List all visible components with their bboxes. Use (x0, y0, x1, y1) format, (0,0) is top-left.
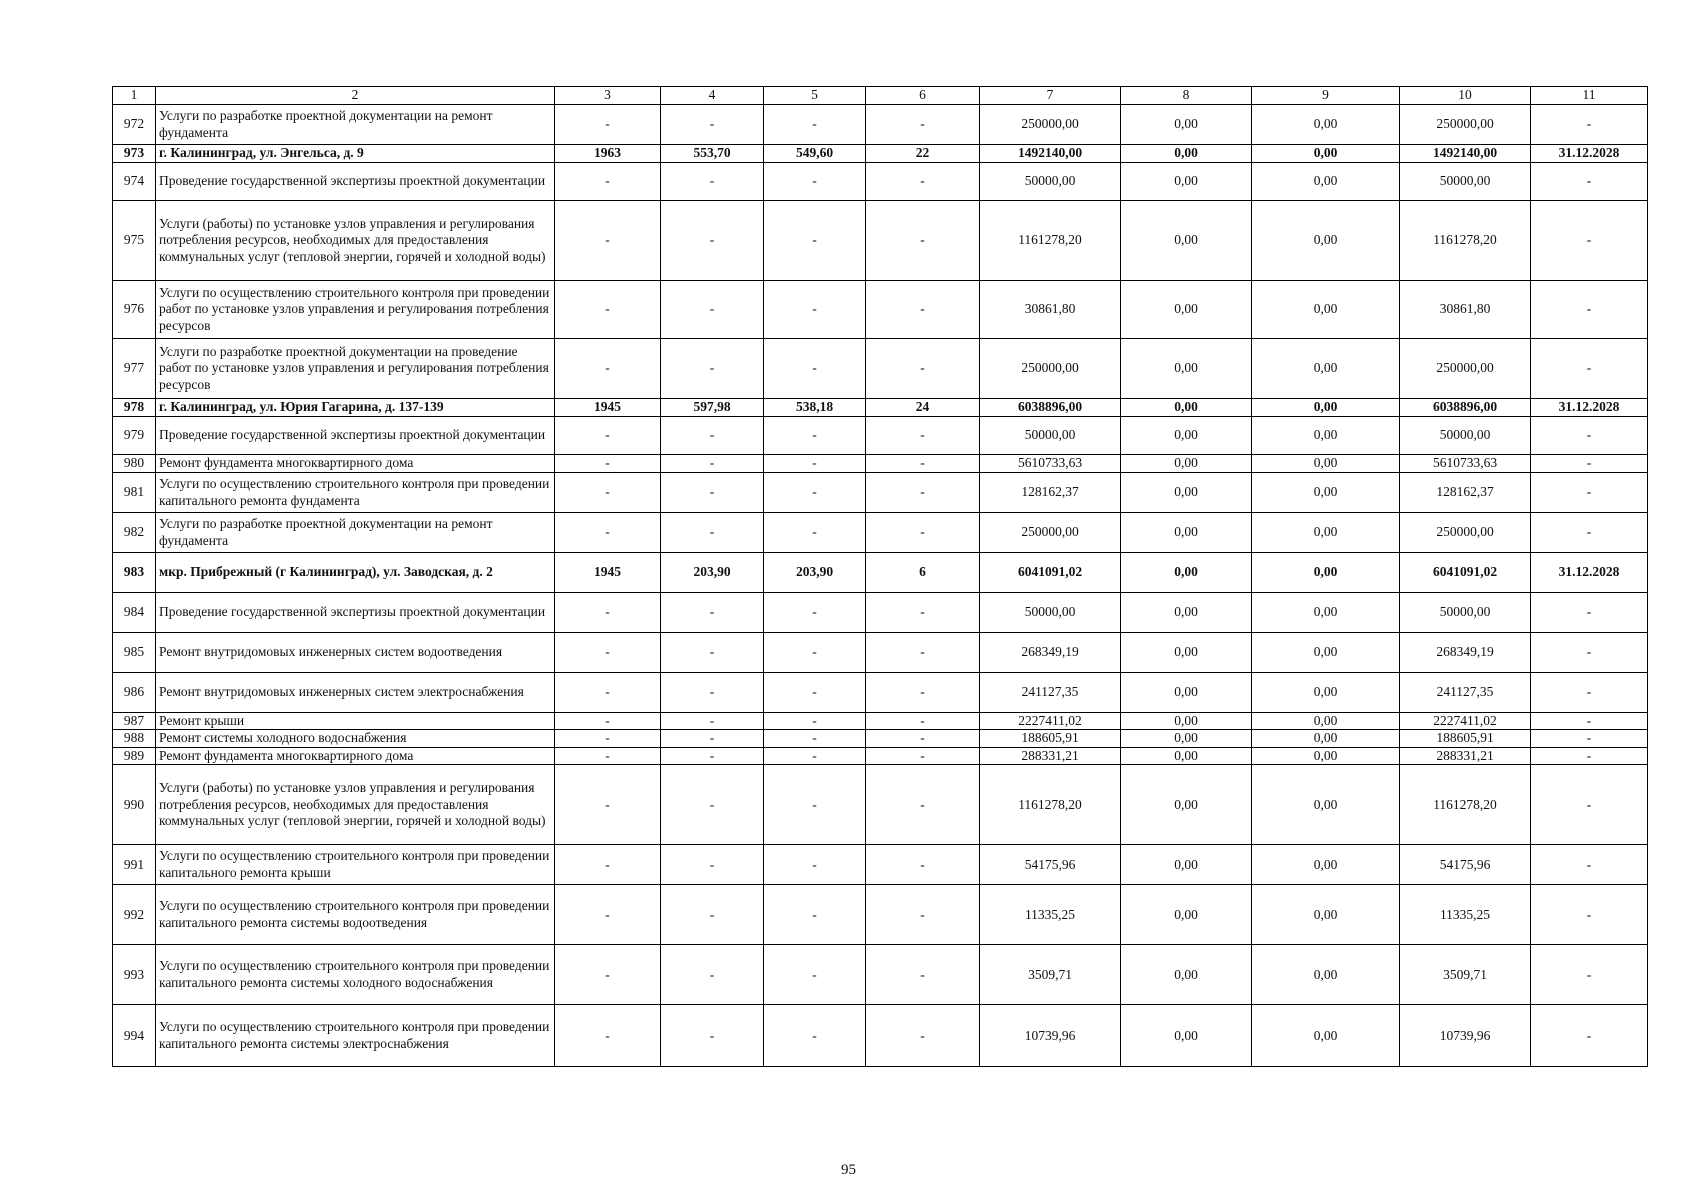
residents-cell: - (866, 281, 980, 339)
completion-date-cell: - (1531, 730, 1648, 747)
total-cost-cell: 11335,25 (980, 885, 1121, 945)
fund-federal-cell: 0,00 (1121, 1005, 1252, 1067)
fund-regional-cell: 0,00 (1252, 339, 1400, 399)
document-sheet (112, 86, 1647, 1067)
fund-regional-cell: 0,00 (1252, 201, 1400, 281)
total-area-cell: - (661, 1005, 764, 1067)
total-area-cell: - (661, 633, 764, 673)
fund-federal-cell: 0,00 (1121, 473, 1252, 513)
living-area-cell: - (764, 105, 866, 145)
year-built-cell: - (555, 105, 661, 145)
column-number-cell: 7 (980, 87, 1121, 105)
work-name-cell: Услуги по осуществлению строительного контроля при проведении капитального ремонта системы холодного водоснабжения (156, 945, 555, 1005)
year-built-cell: - (555, 339, 661, 399)
fund-owners-cell: 50000,00 (1400, 417, 1531, 455)
work-name-cell: Ремонт системы холодного водоснабжения (156, 730, 555, 747)
total-cost-cell: 1161278,20 (980, 201, 1121, 281)
residents-cell: - (866, 633, 980, 673)
total-cost-cell: 54175,96 (980, 845, 1121, 885)
living-area-cell: - (764, 593, 866, 633)
table-row (113, 633, 1648, 673)
total-cost-cell: 50000,00 (980, 163, 1121, 201)
year-built-cell: - (555, 673, 661, 713)
total-area-cell: - (661, 747, 764, 764)
completion-date-cell: - (1531, 673, 1648, 713)
fund-owners-cell: 10739,96 (1400, 1005, 1531, 1067)
table-row (113, 730, 1648, 747)
row-number-cell: 986 (113, 673, 156, 713)
total-cost-cell: 6041091,02 (980, 553, 1121, 593)
fund-federal-cell: 0,00 (1121, 765, 1252, 845)
fund-federal-cell: 0,00 (1121, 730, 1252, 747)
fund-federal-cell: 0,00 (1121, 747, 1252, 764)
year-built-cell: - (555, 765, 661, 845)
completion-date-cell: - (1531, 513, 1648, 553)
work-name-cell: Услуги по осуществлению строительного контроля при проведении капитального ремонта системы водоотведения (156, 885, 555, 945)
fund-federal-cell: 0,00 (1121, 885, 1252, 945)
year-built-cell: - (555, 633, 661, 673)
fund-owners-cell: 250000,00 (1400, 339, 1531, 399)
residents-cell: - (866, 673, 980, 713)
work-name-cell: Услуги по осуществлению строительного контроля при проведении капитального ремонта крыши (156, 845, 555, 885)
table-row (113, 845, 1648, 885)
work-name-cell: Ремонт внутридомовых инженерных систем электроснабжения (156, 673, 555, 713)
fund-regional-cell: 0,00 (1252, 845, 1400, 885)
table-row (113, 885, 1648, 945)
fund-federal-cell: 0,00 (1121, 593, 1252, 633)
residents-cell: - (866, 845, 980, 885)
fund-federal-cell: 0,00 (1121, 513, 1252, 553)
total-cost-cell: 6038896,00 (980, 399, 1121, 417)
table-body (113, 87, 1648, 1067)
row-number-cell: 989 (113, 747, 156, 764)
total-area-cell: - (661, 845, 764, 885)
row-number-cell: 993 (113, 945, 156, 1005)
fund-federal-cell: 0,00 (1121, 845, 1252, 885)
row-number-cell: 975 (113, 201, 156, 281)
fund-regional-cell: 0,00 (1252, 713, 1400, 730)
work-name-cell: Проведение государственной экспертизы проектной документации (156, 593, 555, 633)
fund-regional-cell: 0,00 (1252, 1005, 1400, 1067)
year-built-cell: - (555, 885, 661, 945)
fund-owners-cell: 50000,00 (1400, 163, 1531, 201)
residents-cell: 24 (866, 399, 980, 417)
table-row (113, 163, 1648, 201)
living-area-cell: - (764, 713, 866, 730)
total-area-cell: - (661, 513, 764, 553)
fund-owners-cell: 250000,00 (1400, 513, 1531, 553)
capital-repair-table (112, 86, 1648, 1067)
living-area-cell: - (764, 513, 866, 553)
work-name-cell: мкр. Прибрежный (г Калининград), ул. Заводская, д. 2 (156, 553, 555, 593)
completion-date-cell: - (1531, 713, 1648, 730)
work-name-cell: г. Калининград, ул. Энгельса, д. 9 (156, 145, 555, 163)
table-row (113, 417, 1648, 455)
table-row (113, 1005, 1648, 1067)
completion-date-cell: - (1531, 201, 1648, 281)
work-name-cell: Ремонт крыши (156, 713, 555, 730)
fund-owners-cell: 50000,00 (1400, 593, 1531, 633)
row-number-cell: 972 (113, 105, 156, 145)
fund-owners-cell: 6041091,02 (1400, 553, 1531, 593)
column-number-cell: 6 (866, 87, 980, 105)
living-area-cell: - (764, 201, 866, 281)
total-cost-cell: 50000,00 (980, 593, 1121, 633)
row-number-cell: 977 (113, 339, 156, 399)
completion-date-cell: - (1531, 417, 1648, 455)
living-area-cell: 203,90 (764, 553, 866, 593)
year-built-cell: - (555, 513, 661, 553)
fund-federal-cell: 0,00 (1121, 633, 1252, 673)
row-number-cell: 985 (113, 633, 156, 673)
total-cost-cell: 250000,00 (980, 105, 1121, 145)
table-row (113, 945, 1648, 1005)
row-number-cell: 994 (113, 1005, 156, 1067)
residents-cell: - (866, 1005, 980, 1067)
fund-owners-cell: 3509,71 (1400, 945, 1531, 1005)
fund-federal-cell: 0,00 (1121, 145, 1252, 163)
fund-federal-cell: 0,00 (1121, 713, 1252, 730)
row-number-cell: 991 (113, 845, 156, 885)
table-row (113, 339, 1648, 399)
fund-regional-cell: 0,00 (1252, 399, 1400, 417)
work-name-cell: Проведение государственной экспертизы проектной документации (156, 417, 555, 455)
year-built-cell: 1963 (555, 145, 661, 163)
row-number-cell: 974 (113, 163, 156, 201)
work-name-cell: Услуги по разработке проектной документации на ремонт фундамента (156, 105, 555, 145)
fund-regional-cell: 0,00 (1252, 885, 1400, 945)
residents-cell: - (866, 473, 980, 513)
work-name-cell: Проведение государственной экспертизы проектной документации (156, 163, 555, 201)
completion-date-cell: - (1531, 765, 1648, 845)
residents-cell: - (866, 945, 980, 1005)
work-name-cell: г. Калининград, ул. Юрия Гагарина, д. 137-139 (156, 399, 555, 417)
fund-regional-cell: 0,00 (1252, 553, 1400, 593)
year-built-cell: - (555, 1005, 661, 1067)
work-name-cell: Услуги по разработке проектной документации на проведение работ по установке узлов управления и регулирования потребления ресурсов (156, 339, 555, 399)
fund-federal-cell: 0,00 (1121, 673, 1252, 713)
total-area-cell: - (661, 945, 764, 1005)
column-number-cell: 10 (1400, 87, 1531, 105)
completion-date-cell: - (1531, 633, 1648, 673)
total-cost-cell: 250000,00 (980, 513, 1121, 553)
total-area-cell: - (661, 885, 764, 945)
total-cost-cell: 1161278,20 (980, 765, 1121, 845)
total-area-cell: - (661, 163, 764, 201)
work-name-cell: Услуги по осуществлению строительного контроля при проведении работ по установке узлов управления и регулирования потребления ресурсов (156, 281, 555, 339)
residents-cell: - (866, 339, 980, 399)
living-area-cell: 549,60 (764, 145, 866, 163)
fund-owners-cell: 1161278,20 (1400, 765, 1531, 845)
fund-regional-cell: 0,00 (1252, 673, 1400, 713)
completion-date-cell: - (1531, 593, 1648, 633)
total-area-cell: - (661, 105, 764, 145)
row-number-cell: 980 (113, 455, 156, 473)
fund-regional-cell: 0,00 (1252, 730, 1400, 747)
total-area-cell: 553,70 (661, 145, 764, 163)
total-cost-cell: 128162,37 (980, 473, 1121, 513)
table-row (113, 593, 1648, 633)
total-area-cell: - (661, 417, 764, 455)
completion-date-cell: - (1531, 747, 1648, 764)
total-cost-cell: 50000,00 (980, 417, 1121, 455)
completion-date-cell: 31.12.2028 (1531, 553, 1648, 593)
residents-cell: - (866, 455, 980, 473)
fund-regional-cell: 0,00 (1252, 473, 1400, 513)
column-number-cell: 4 (661, 87, 764, 105)
column-number-cell: 1 (113, 87, 156, 105)
completion-date-cell: - (1531, 1005, 1648, 1067)
table-row (113, 513, 1648, 553)
fund-regional-cell: 0,00 (1252, 593, 1400, 633)
total-cost-cell: 10739,96 (980, 1005, 1121, 1067)
address-row (113, 145, 1648, 163)
year-built-cell: - (555, 845, 661, 885)
column-number-cell: 11 (1531, 87, 1648, 105)
work-name-cell: Ремонт фундамента многоквартирного дома (156, 747, 555, 764)
fund-federal-cell: 0,00 (1121, 455, 1252, 473)
fund-owners-cell: 268349,19 (1400, 633, 1531, 673)
completion-date-cell: 31.12.2028 (1531, 145, 1648, 163)
fund-regional-cell: 0,00 (1252, 633, 1400, 673)
row-number-cell: 976 (113, 281, 156, 339)
completion-date-cell: - (1531, 455, 1648, 473)
fund-federal-cell: 0,00 (1121, 201, 1252, 281)
table-row (113, 765, 1648, 845)
total-area-cell: - (661, 473, 764, 513)
fund-regional-cell: 0,00 (1252, 145, 1400, 163)
column-number-cell: 2 (156, 87, 555, 105)
living-area-cell: - (764, 417, 866, 455)
completion-date-cell: - (1531, 105, 1648, 145)
residents-cell: 6 (866, 553, 980, 593)
fund-regional-cell: 0,00 (1252, 945, 1400, 1005)
fund-owners-cell: 241127,35 (1400, 673, 1531, 713)
table-row (113, 201, 1648, 281)
residents-cell: - (866, 713, 980, 730)
living-area-cell: - (764, 281, 866, 339)
address-row (113, 553, 1648, 593)
living-area-cell: - (764, 633, 866, 673)
column-number-cell: 3 (555, 87, 661, 105)
page-number: 95 (841, 1162, 856, 1178)
work-name-cell: Услуги (работы) по установке узлов управления и регулирования потребления ресурсов, необходимых для предоставления коммунальных услуг (тепловой энергии, горячей и холодной воды) (156, 201, 555, 281)
year-built-cell: - (555, 747, 661, 764)
fund-regional-cell: 0,00 (1252, 455, 1400, 473)
fund-regional-cell: 0,00 (1252, 281, 1400, 339)
row-number-cell: 978 (113, 399, 156, 417)
column-number-row (113, 87, 1648, 105)
row-number-cell: 992 (113, 885, 156, 945)
row-number-cell: 983 (113, 553, 156, 593)
total-cost-cell: 268349,19 (980, 633, 1121, 673)
row-number-cell: 988 (113, 730, 156, 747)
row-number-cell: 987 (113, 713, 156, 730)
row-number-cell: 981 (113, 473, 156, 513)
table-row (113, 281, 1648, 339)
total-cost-cell: 5610733,63 (980, 455, 1121, 473)
total-area-cell: - (661, 765, 764, 845)
residents-cell: - (866, 163, 980, 201)
work-name-cell: Ремонт фундамента многоквартирного дома (156, 455, 555, 473)
residents-cell: - (866, 105, 980, 145)
table-row (113, 473, 1648, 513)
fund-owners-cell: 6038896,00 (1400, 399, 1531, 417)
residents-cell: - (866, 513, 980, 553)
fund-owners-cell: 128162,37 (1400, 473, 1531, 513)
living-area-cell: - (764, 673, 866, 713)
residents-cell: - (866, 417, 980, 455)
fund-regional-cell: 0,00 (1252, 417, 1400, 455)
fund-regional-cell: 0,00 (1252, 513, 1400, 553)
fund-regional-cell: 0,00 (1252, 105, 1400, 145)
residents-cell: - (866, 765, 980, 845)
column-number-cell: 8 (1121, 87, 1252, 105)
completion-date-cell: - (1531, 339, 1648, 399)
table-row (113, 747, 1648, 764)
row-number-cell: 973 (113, 145, 156, 163)
year-built-cell: 1945 (555, 553, 661, 593)
living-area-cell: - (764, 1005, 866, 1067)
total-area-cell: - (661, 281, 764, 339)
row-number-cell: 982 (113, 513, 156, 553)
living-area-cell: - (764, 473, 866, 513)
column-number-cell: 5 (764, 87, 866, 105)
table-row (113, 455, 1648, 473)
living-area-cell: - (764, 885, 866, 945)
total-area-cell: - (661, 455, 764, 473)
completion-date-cell: - (1531, 281, 1648, 339)
table-row (113, 713, 1648, 730)
fund-owners-cell: 11335,25 (1400, 885, 1531, 945)
completion-date-cell: - (1531, 845, 1648, 885)
completion-date-cell: - (1531, 473, 1648, 513)
living-area-cell: - (764, 747, 866, 764)
fund-owners-cell: 250000,00 (1400, 105, 1531, 145)
total-area-cell: - (661, 593, 764, 633)
residents-cell: 22 (866, 145, 980, 163)
total-cost-cell: 288331,21 (980, 747, 1121, 764)
table-row (113, 105, 1648, 145)
year-built-cell: - (555, 593, 661, 633)
year-built-cell: - (555, 163, 661, 201)
completion-date-cell: - (1531, 945, 1648, 1005)
fund-owners-cell: 5610733,63 (1400, 455, 1531, 473)
living-area-cell: - (764, 765, 866, 845)
total-cost-cell: 3509,71 (980, 945, 1121, 1005)
row-number-cell: 990 (113, 765, 156, 845)
total-area-cell: - (661, 730, 764, 747)
year-built-cell: - (555, 713, 661, 730)
fund-regional-cell: 0,00 (1252, 765, 1400, 845)
living-area-cell: - (764, 455, 866, 473)
table-row (113, 673, 1648, 713)
column-number-cell: 9 (1252, 87, 1400, 105)
year-built-cell: 1945 (555, 399, 661, 417)
total-area-cell: - (661, 201, 764, 281)
year-built-cell: - (555, 945, 661, 1005)
fund-owners-cell: 30861,80 (1400, 281, 1531, 339)
fund-regional-cell: 0,00 (1252, 163, 1400, 201)
living-area-cell: - (764, 163, 866, 201)
residents-cell: - (866, 593, 980, 633)
fund-owners-cell: 188605,91 (1400, 730, 1531, 747)
row-number-cell: 979 (113, 417, 156, 455)
fund-owners-cell: 288331,21 (1400, 747, 1531, 764)
total-cost-cell: 30861,80 (980, 281, 1121, 339)
fund-federal-cell: 0,00 (1121, 163, 1252, 201)
living-area-cell: - (764, 945, 866, 1005)
living-area-cell: - (764, 730, 866, 747)
living-area-cell: - (764, 845, 866, 885)
total-area-cell: - (661, 339, 764, 399)
row-number-cell: 984 (113, 593, 156, 633)
residents-cell: - (866, 730, 980, 747)
work-name-cell: Услуги (работы) по установке узлов управления и регулирования потребления ресурсов, необходимых для предоставления коммунальных услуг (тепловой энергии, горячей и холодной воды) (156, 765, 555, 845)
year-built-cell: - (555, 455, 661, 473)
work-name-cell: Услуги по разработке проектной документации на ремонт фундамента (156, 513, 555, 553)
work-name-cell: Услуги по осуществлению строительного контроля при проведении капитального ремонта фундамента (156, 473, 555, 513)
year-built-cell: - (555, 201, 661, 281)
total-cost-cell: 241127,35 (980, 673, 1121, 713)
completion-date-cell: 31.12.2028 (1531, 399, 1648, 417)
total-cost-cell: 250000,00 (980, 339, 1121, 399)
fund-federal-cell: 0,00 (1121, 281, 1252, 339)
fund-federal-cell: 0,00 (1121, 417, 1252, 455)
year-built-cell: - (555, 730, 661, 747)
residents-cell: - (866, 747, 980, 764)
fund-federal-cell: 0,00 (1121, 553, 1252, 593)
residents-cell: - (866, 201, 980, 281)
total-area-cell: 203,90 (661, 553, 764, 593)
total-cost-cell: 188605,91 (980, 730, 1121, 747)
fund-owners-cell: 1161278,20 (1400, 201, 1531, 281)
fund-federal-cell: 0,00 (1121, 339, 1252, 399)
total-cost-cell: 1492140,00 (980, 145, 1121, 163)
living-area-cell: 538,18 (764, 399, 866, 417)
fund-regional-cell: 0,00 (1252, 747, 1400, 764)
year-built-cell: - (555, 281, 661, 339)
total-area-cell: - (661, 713, 764, 730)
residents-cell: - (866, 885, 980, 945)
fund-federal-cell: 0,00 (1121, 105, 1252, 145)
total-area-cell: 597,98 (661, 399, 764, 417)
work-name-cell: Услуги по осуществлению строительного контроля при проведении капитального ремонта системы электроснабжения (156, 1005, 555, 1067)
work-name-cell: Ремонт внутридомовых инженерных систем водоотведения (156, 633, 555, 673)
address-row (113, 399, 1648, 417)
year-built-cell: - (555, 417, 661, 455)
fund-owners-cell: 2227411,02 (1400, 713, 1531, 730)
completion-date-cell: - (1531, 885, 1648, 945)
total-cost-cell: 2227411,02 (980, 713, 1121, 730)
fund-federal-cell: 0,00 (1121, 945, 1252, 1005)
living-area-cell: - (764, 339, 866, 399)
fund-federal-cell: 0,00 (1121, 399, 1252, 417)
total-area-cell: - (661, 673, 764, 713)
fund-owners-cell: 1492140,00 (1400, 145, 1531, 163)
completion-date-cell: - (1531, 163, 1648, 201)
fund-owners-cell: 54175,96 (1400, 845, 1531, 885)
year-built-cell: - (555, 473, 661, 513)
